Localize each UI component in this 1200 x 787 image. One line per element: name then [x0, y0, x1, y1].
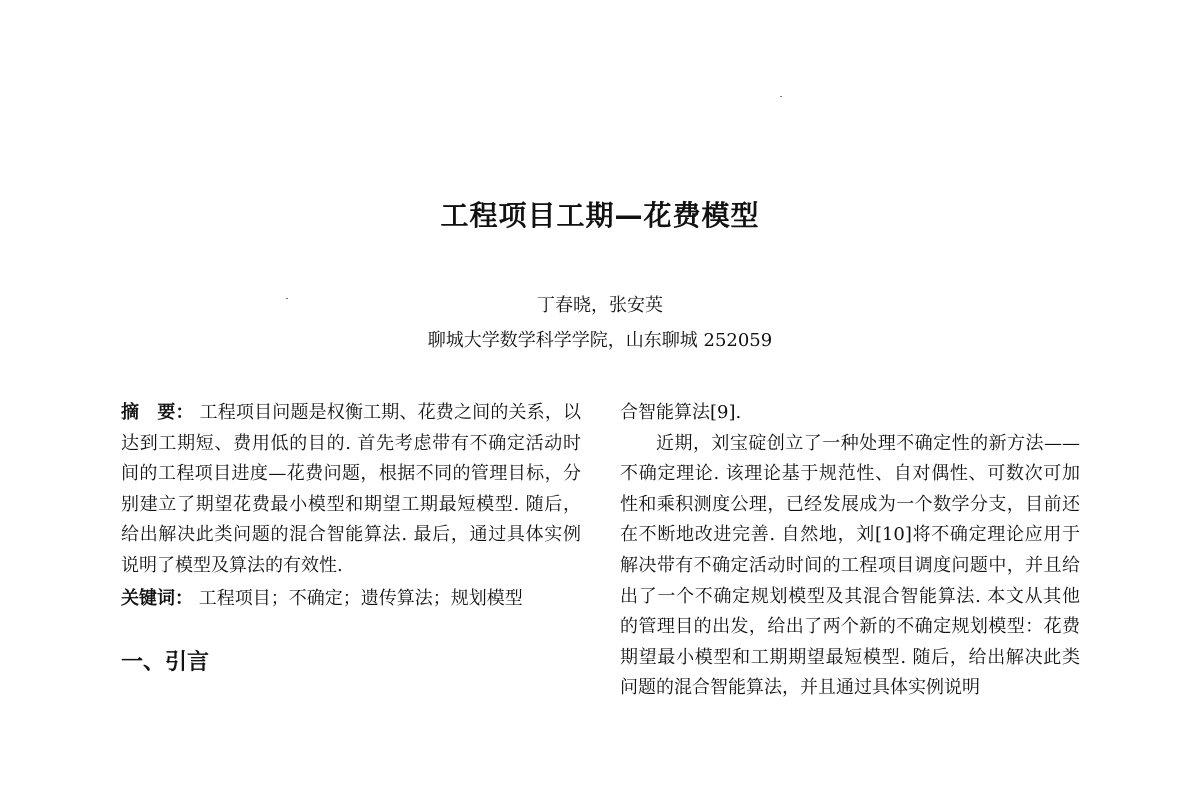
section-heading-introduction: 一、引言: [121, 650, 210, 676]
paper-authors: 丁春晓，张安英: [537, 295, 663, 316]
body-paragraph: 合智能算法[9].: [620, 402, 742, 423]
paper-title: 工程项目工期—花费模型: [440, 199, 760, 232]
scan-speck: [780, 96, 782, 97]
abstract-label: 摘 要：: [121, 402, 194, 423]
left-column: [121, 398, 581, 678]
keywords-text: 工程项目；不确定；遗传算法；规划模型: [198, 587, 523, 609]
body-paragraph: 近期，刘宝碇创立了一种处理不确定性的新方法——不确定理论. 该理论基于规范性、自对偶性、可数次可加性和乘积测度公理，已经发展成为一个数学分支，目前还在不断地改进完善. 自然地，刘[10]将不确定理论应用于解决带有不确定活动时间的工程项目调度问题中，并且给出了一个不确定规划模型及其混合智能算法. 本文从其他的管理目的出发，给出了两个新的不确定规划模型：花费期望最小模型和工期期望最短模型. 随后，给出解决此类问题的混合智能算法，并且通过具体实例说明: [620, 432, 1080, 699]
right-column: [620, 398, 1080, 704]
keywords-paragraph: [121, 584, 581, 615]
abstract-text: 工程项目问题是权衡工期、花费之间的关系，以达到工期短、费用低的目的. 首先考虑带有不确定活动时间的工程项目进度—花费问题，根据不同的管理目标，分别建立了期望花费最小模型和期望工期最短模型. 随后，给出解决此类问题的混合智能算法. 最后，通过具体实例说明了模型及算法的有效性.: [121, 402, 582, 576]
abstract-paragraph: [121, 398, 581, 582]
paper-affiliation: 聊城大学数学科学学院，山东聊城 252059: [427, 330, 773, 351]
keywords-label: 关键词：: [121, 587, 193, 609]
